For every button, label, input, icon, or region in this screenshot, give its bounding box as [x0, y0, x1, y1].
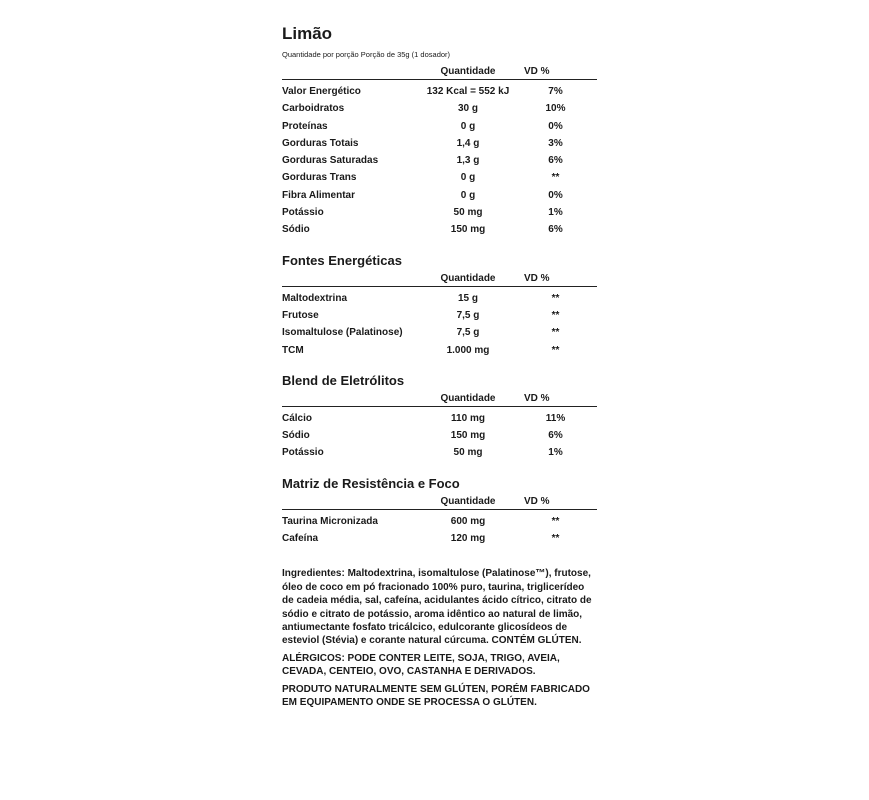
row-name: Valor Energético: [282, 86, 361, 97]
row-qty: 0 g: [460, 172, 476, 184]
row-name: Carboidratos: [282, 103, 345, 115]
table-row: [282, 221, 597, 238]
row-vd: 7%: [548, 86, 563, 97]
header-vd: VD %: [524, 66, 550, 77]
section-title: Fontes Energéticas: [282, 252, 402, 268]
row-qty: 132 Kcal = 552 kJ: [426, 86, 510, 97]
row-qty: 7,5 g: [456, 309, 480, 321]
row-name: Frutose: [282, 309, 319, 321]
row-vd: **: [551, 327, 560, 339]
portion-text: Quantidade por porção Porção de 35g (1 dosador): [282, 50, 451, 59]
row-qty: 1,4 g: [456, 137, 480, 149]
row-name: TCM: [282, 344, 304, 356]
table-row: [282, 204, 597, 221]
table-row: [282, 118, 597, 135]
main-nutrition-table: [282, 64, 597, 239]
row-vd: 3%: [548, 137, 563, 149]
gluten-note-text: PRODUTO NATURALMENTE SEM GLÚTEN, PORÉM FABRICADO EM EQUIPAMENTO ONDE SE PROCESSA O GLÚTEN.: [282, 683, 590, 708]
row-qty: 1.000 mg: [446, 344, 490, 356]
energy-sources-section: [282, 253, 597, 359]
row-vd: 10%: [545, 103, 566, 115]
table-row: [282, 83, 597, 100]
row-name: Sódio: [282, 430, 310, 442]
row-name: Cálcio: [282, 412, 313, 424]
table-row: [282, 427, 597, 444]
row-vd: 6%: [548, 224, 563, 236]
header-quantity: Quantidade: [440, 272, 496, 284]
table-row: [282, 342, 597, 359]
row-vd: 1%: [548, 447, 563, 459]
table-row: [282, 444, 597, 461]
table-header: [282, 391, 597, 407]
row-name: Taurina Micronizada: [282, 515, 378, 527]
row-qty: 15 g: [457, 292, 478, 304]
table-row: [282, 187, 597, 204]
header-vd: VD %: [524, 392, 550, 404]
row-name: Fibra Alimentar: [282, 189, 355, 201]
header-quantity: Quantidade: [440, 66, 496, 77]
table-row: [282, 324, 597, 341]
electrolytes-section: [282, 373, 597, 462]
row-qty: 50 mg: [453, 447, 483, 459]
row-vd: **: [551, 344, 560, 356]
row-qty: 150 mg: [450, 224, 486, 236]
table-row: [282, 530, 597, 547]
row-vd: **: [551, 172, 560, 184]
table-header: [282, 271, 597, 287]
row-qty: 0 g: [460, 189, 476, 201]
row-qty: 50 mg: [453, 207, 483, 219]
row-name: Gorduras Trans: [282, 172, 357, 184]
table-row: [282, 290, 597, 307]
row-vd: 6%: [548, 155, 563, 167]
product-title: Limão: [282, 24, 333, 43]
section-title: Matriz de Resistência e Foco: [282, 475, 460, 491]
table-row: [282, 410, 597, 427]
table-row: [282, 513, 597, 530]
row-name: Gorduras Totais: [282, 137, 359, 149]
row-name: Cafeína: [282, 533, 319, 545]
table-header: [282, 64, 597, 80]
row-qty: 120 mg: [450, 533, 486, 545]
header-vd: VD %: [524, 495, 550, 507]
row-name: Potássio: [282, 207, 324, 219]
row-name: Potássio: [282, 447, 324, 459]
row-qty: 7,5 g: [456, 327, 480, 339]
row-qty: 30 g: [457, 103, 478, 115]
row-vd: 0%: [548, 120, 563, 132]
row-vd: **: [551, 515, 560, 527]
nutrition-label: [282, 24, 597, 713]
ingredients-text: Ingredientes: Maltodextrina, isomaltulose (Palatinose™), frutose, óleo de coco em pó fracionado 100% puro, taurina, triglicerídeo de cadeia média, sal, cafeína, acidulantes ácido cítrico, citrato de sódio e citrato de potássio, aroma idêntico ao natural de limão, antiumectante fosfato tricálcico, edulcorante glicosídeos de esteviol (Stévia) e corante natural cúrcuma. CONTÉM GLÚTEN.: [282, 568, 592, 647]
row-vd: **: [551, 309, 560, 321]
row-vd: 6%: [548, 430, 563, 442]
row-qty: 0 g: [460, 120, 476, 132]
row-qty: 150 mg: [450, 430, 486, 442]
row-vd: **: [551, 292, 560, 304]
table-row: [282, 169, 597, 186]
row-qty: 110 mg: [451, 412, 485, 424]
row-name: Proteínas: [282, 120, 328, 132]
table-row: [282, 307, 597, 324]
endurance-focus-section: [282, 476, 597, 548]
row-vd: 11%: [545, 412, 566, 424]
table-row: [282, 100, 597, 117]
row-name: Gorduras Saturadas: [282, 155, 379, 167]
row-name: Isomaltulose (Palatinose): [282, 327, 403, 339]
header-quantity: Quantidade: [440, 495, 496, 507]
table-row: [282, 135, 597, 152]
row-name: Maltodextrina: [282, 292, 348, 304]
allergens-text: ALÉRGICOS: PODE CONTER LEITE, SOJA, TRIGO, AVEIA, CEVADA, CENTEIO, OVO, CASTANHA E DERIVADOS.: [282, 652, 560, 678]
row-qty: 1,3 g: [456, 155, 480, 167]
label-notes: [282, 567, 597, 709]
row-qty: 600 mg: [450, 515, 486, 527]
header-quantity: Quantidade: [440, 392, 496, 404]
table-row: [282, 152, 597, 169]
row-vd: 0%: [548, 189, 563, 201]
table-header: [282, 494, 597, 510]
section-title: Blend de Eletrólitos: [282, 372, 405, 388]
row-vd: 1%: [548, 207, 563, 219]
header-vd: VD %: [524, 272, 550, 284]
row-vd: **: [551, 533, 560, 545]
row-name: Sódio: [282, 224, 310, 236]
